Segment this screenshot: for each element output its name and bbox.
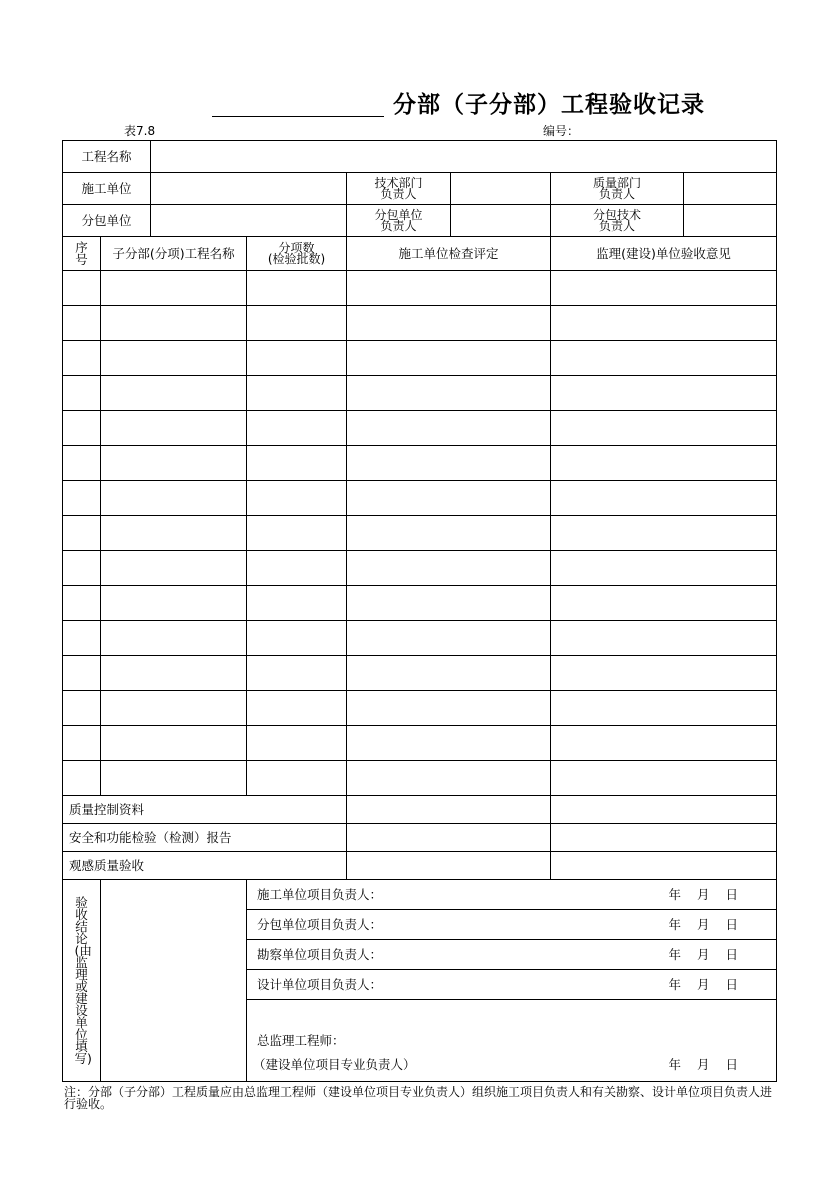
count-cell[interactable]: [247, 376, 347, 411]
count-cell[interactable]: [247, 551, 347, 586]
seq-cell[interactable]: [63, 516, 101, 551]
opinion-cell[interactable]: [551, 306, 777, 341]
opinion-cell[interactable]: [551, 271, 777, 306]
count-cell[interactable]: [247, 446, 347, 481]
opinion-cell[interactable]: [551, 726, 777, 761]
subcontract-lead-sign[interactable]: 分包单位项目负责人： 年 月 日: [247, 910, 777, 940]
opinion-cell[interactable]: [551, 551, 777, 586]
table-row: [63, 726, 777, 761]
check-cell[interactable]: [347, 306, 551, 341]
seq-cell[interactable]: [63, 376, 101, 411]
seq-cell[interactable]: [63, 656, 101, 691]
table-row: [63, 551, 777, 586]
count-cell[interactable]: [247, 411, 347, 446]
safety-report-opinion-field[interactable]: [551, 824, 777, 852]
check-cell[interactable]: [347, 271, 551, 306]
check-cell[interactable]: [347, 446, 551, 481]
check-cell[interactable]: [347, 656, 551, 691]
name-cell[interactable]: [101, 481, 247, 516]
seq-cell[interactable]: [63, 586, 101, 621]
opinion-cell[interactable]: [551, 586, 777, 621]
page-title: 分部（子分部）工程验收记录: [393, 91, 705, 118]
table-row: [63, 481, 777, 516]
table-row: [63, 656, 777, 691]
count-cell[interactable]: [247, 306, 347, 341]
chief-supervisor-label: 总监理工程师：: [257, 1033, 345, 1048]
appearance-opinion-field[interactable]: [551, 852, 777, 880]
check-cell[interactable]: [347, 551, 551, 586]
table-row: [63, 271, 777, 306]
safety-report-check-field[interactable]: [347, 824, 551, 852]
table-row: [63, 691, 777, 726]
appearance-label: 观感质量验收: [63, 852, 347, 880]
count-cell[interactable]: [247, 586, 347, 621]
seq-cell[interactable]: [63, 411, 101, 446]
title-underline: [212, 116, 384, 117]
opinion-cell[interactable]: [551, 481, 777, 516]
owner-lead-label: （建设单位项目专业负责人）: [253, 1056, 416, 1072]
opinion-cell[interactable]: [551, 656, 777, 691]
name-cell[interactable]: [101, 411, 247, 446]
seq-cell[interactable]: [63, 551, 101, 586]
form-number: 表7.8: [124, 124, 156, 138]
table-row: [63, 761, 777, 796]
conclusion-label: 验收结论(由监理或建设单位填写): [63, 880, 101, 1082]
name-cell[interactable]: [101, 586, 247, 621]
quality-control-check-field[interactable]: [347, 796, 551, 824]
project-name-field[interactable]: [151, 141, 777, 173]
table-row: [63, 411, 777, 446]
count-cell[interactable]: [247, 656, 347, 691]
subcontract-unit-field[interactable]: [151, 205, 347, 237]
construction-unit-field[interactable]: [151, 173, 347, 205]
opinion-cell[interactable]: [551, 341, 777, 376]
seq-cell[interactable]: [63, 271, 101, 306]
sub-unit-lead-field[interactable]: [451, 205, 551, 237]
seq-cell[interactable]: [63, 341, 101, 376]
count-cell[interactable]: [247, 726, 347, 761]
count-cell[interactable]: [247, 481, 347, 516]
name-cell[interactable]: [101, 621, 247, 656]
column-header-check: 施工单位检查评定: [347, 237, 551, 271]
column-header-opinion: 监理(建设)单位验收意见: [551, 237, 777, 271]
count-cell[interactable]: [247, 621, 347, 656]
seq-cell[interactable]: [63, 446, 101, 481]
name-cell[interactable]: [101, 306, 247, 341]
quality-dept-lead-field[interactable]: [684, 173, 777, 205]
quality-control-opinion-field[interactable]: [551, 796, 777, 824]
check-cell[interactable]: [347, 411, 551, 446]
name-cell[interactable]: [101, 761, 247, 796]
project-name-label: 工程名称: [63, 141, 151, 173]
table-row: [63, 446, 777, 481]
opinion-cell[interactable]: [551, 621, 777, 656]
check-cell[interactable]: [347, 691, 551, 726]
check-cell[interactable]: [347, 761, 551, 796]
check-cell[interactable]: [347, 516, 551, 551]
check-cell[interactable]: [347, 481, 551, 516]
seq-cell[interactable]: [63, 481, 101, 516]
count-cell[interactable]: [247, 761, 347, 796]
sub-unit-lead-label: 分包单位 负责人: [347, 205, 451, 237]
column-header-count: 分项数 (检验批数): [247, 237, 347, 271]
seq-cell[interactable]: [63, 726, 101, 761]
name-cell[interactable]: [101, 551, 247, 586]
construction-unit-label: 施工单位: [63, 173, 151, 205]
table-row: [63, 586, 777, 621]
quality-dept-lead-label: 质量部门 负责人: [551, 173, 684, 205]
footnote: 注：分部（子分部）工程质量应由总监理工程师（建设单位项目专业负责人）组织施工项目负责人和有关勘察、设计单位项目负责人进行验收。: [64, 1085, 773, 1111]
safety-report-label: 安全和功能检验（检测）报告: [63, 824, 347, 852]
item-rows: [63, 271, 777, 796]
survey-lead-sign[interactable]: 勘察单位项目负责人： 年 月 日: [247, 940, 777, 970]
seq-cell[interactable]: [63, 761, 101, 796]
name-cell[interactable]: [101, 726, 247, 761]
table-row: [63, 341, 777, 376]
seq-cell[interactable]: [63, 691, 101, 726]
opinion-cell[interactable]: [551, 376, 777, 411]
construction-lead-sign[interactable]: 施工单位项目负责人： 年 月 日: [247, 880, 777, 910]
table-row: [63, 306, 777, 341]
opinion-cell[interactable]: [551, 761, 777, 796]
check-cell[interactable]: [347, 586, 551, 621]
name-cell[interactable]: [101, 271, 247, 306]
opinion-cell[interactable]: [551, 411, 777, 446]
appearance-check-field[interactable]: [347, 852, 551, 880]
name-cell[interactable]: [101, 691, 247, 726]
check-cell[interactable]: [347, 726, 551, 761]
name-cell[interactable]: [101, 341, 247, 376]
count-cell[interactable]: [247, 271, 347, 306]
check-cell[interactable]: [347, 341, 551, 376]
opinion-cell[interactable]: [551, 516, 777, 551]
tech-dept-lead-label: 技术部门 负责人: [347, 173, 451, 205]
table-row: [63, 621, 777, 656]
serial-number-label: 编号：: [543, 124, 580, 138]
sub-tech-lead-field[interactable]: [684, 205, 777, 237]
seq-cell[interactable]: [63, 621, 101, 656]
opinion-cell[interactable]: [551, 691, 777, 726]
check-cell[interactable]: [347, 376, 551, 411]
name-cell[interactable]: [101, 376, 247, 411]
name-cell[interactable]: [101, 446, 247, 481]
check-cell[interactable]: [347, 621, 551, 656]
name-cell[interactable]: [101, 516, 247, 551]
acceptance-form-table: [62, 140, 777, 1082]
count-cell[interactable]: [247, 516, 347, 551]
design-lead-sign[interactable]: 设计单位项目负责人： 年 月 日: [247, 970, 777, 1000]
sub-tech-lead-label: 分包技术 负责人: [551, 205, 684, 237]
table-row: [63, 516, 777, 551]
opinion-cell[interactable]: [551, 446, 777, 481]
quality-control-label: 质量控制资料: [63, 796, 347, 824]
tech-dept-lead-field[interactable]: [451, 173, 551, 205]
chief-supervisor-sign[interactable]: 总监理工程师： （建设单位项目专业负责人） 年 月 日: [247, 1000, 777, 1082]
column-header-name: 子分部(分项)工程名称: [101, 237, 247, 271]
name-cell[interactable]: [101, 656, 247, 691]
conclusion-field[interactable]: [101, 880, 247, 1082]
table-row: [63, 376, 777, 411]
count-cell[interactable]: [247, 341, 347, 376]
subcontract-unit-label: 分包单位: [63, 205, 151, 237]
seq-cell[interactable]: [63, 306, 101, 341]
count-cell[interactable]: [247, 691, 347, 726]
column-header-seq: 序号: [63, 237, 101, 271]
